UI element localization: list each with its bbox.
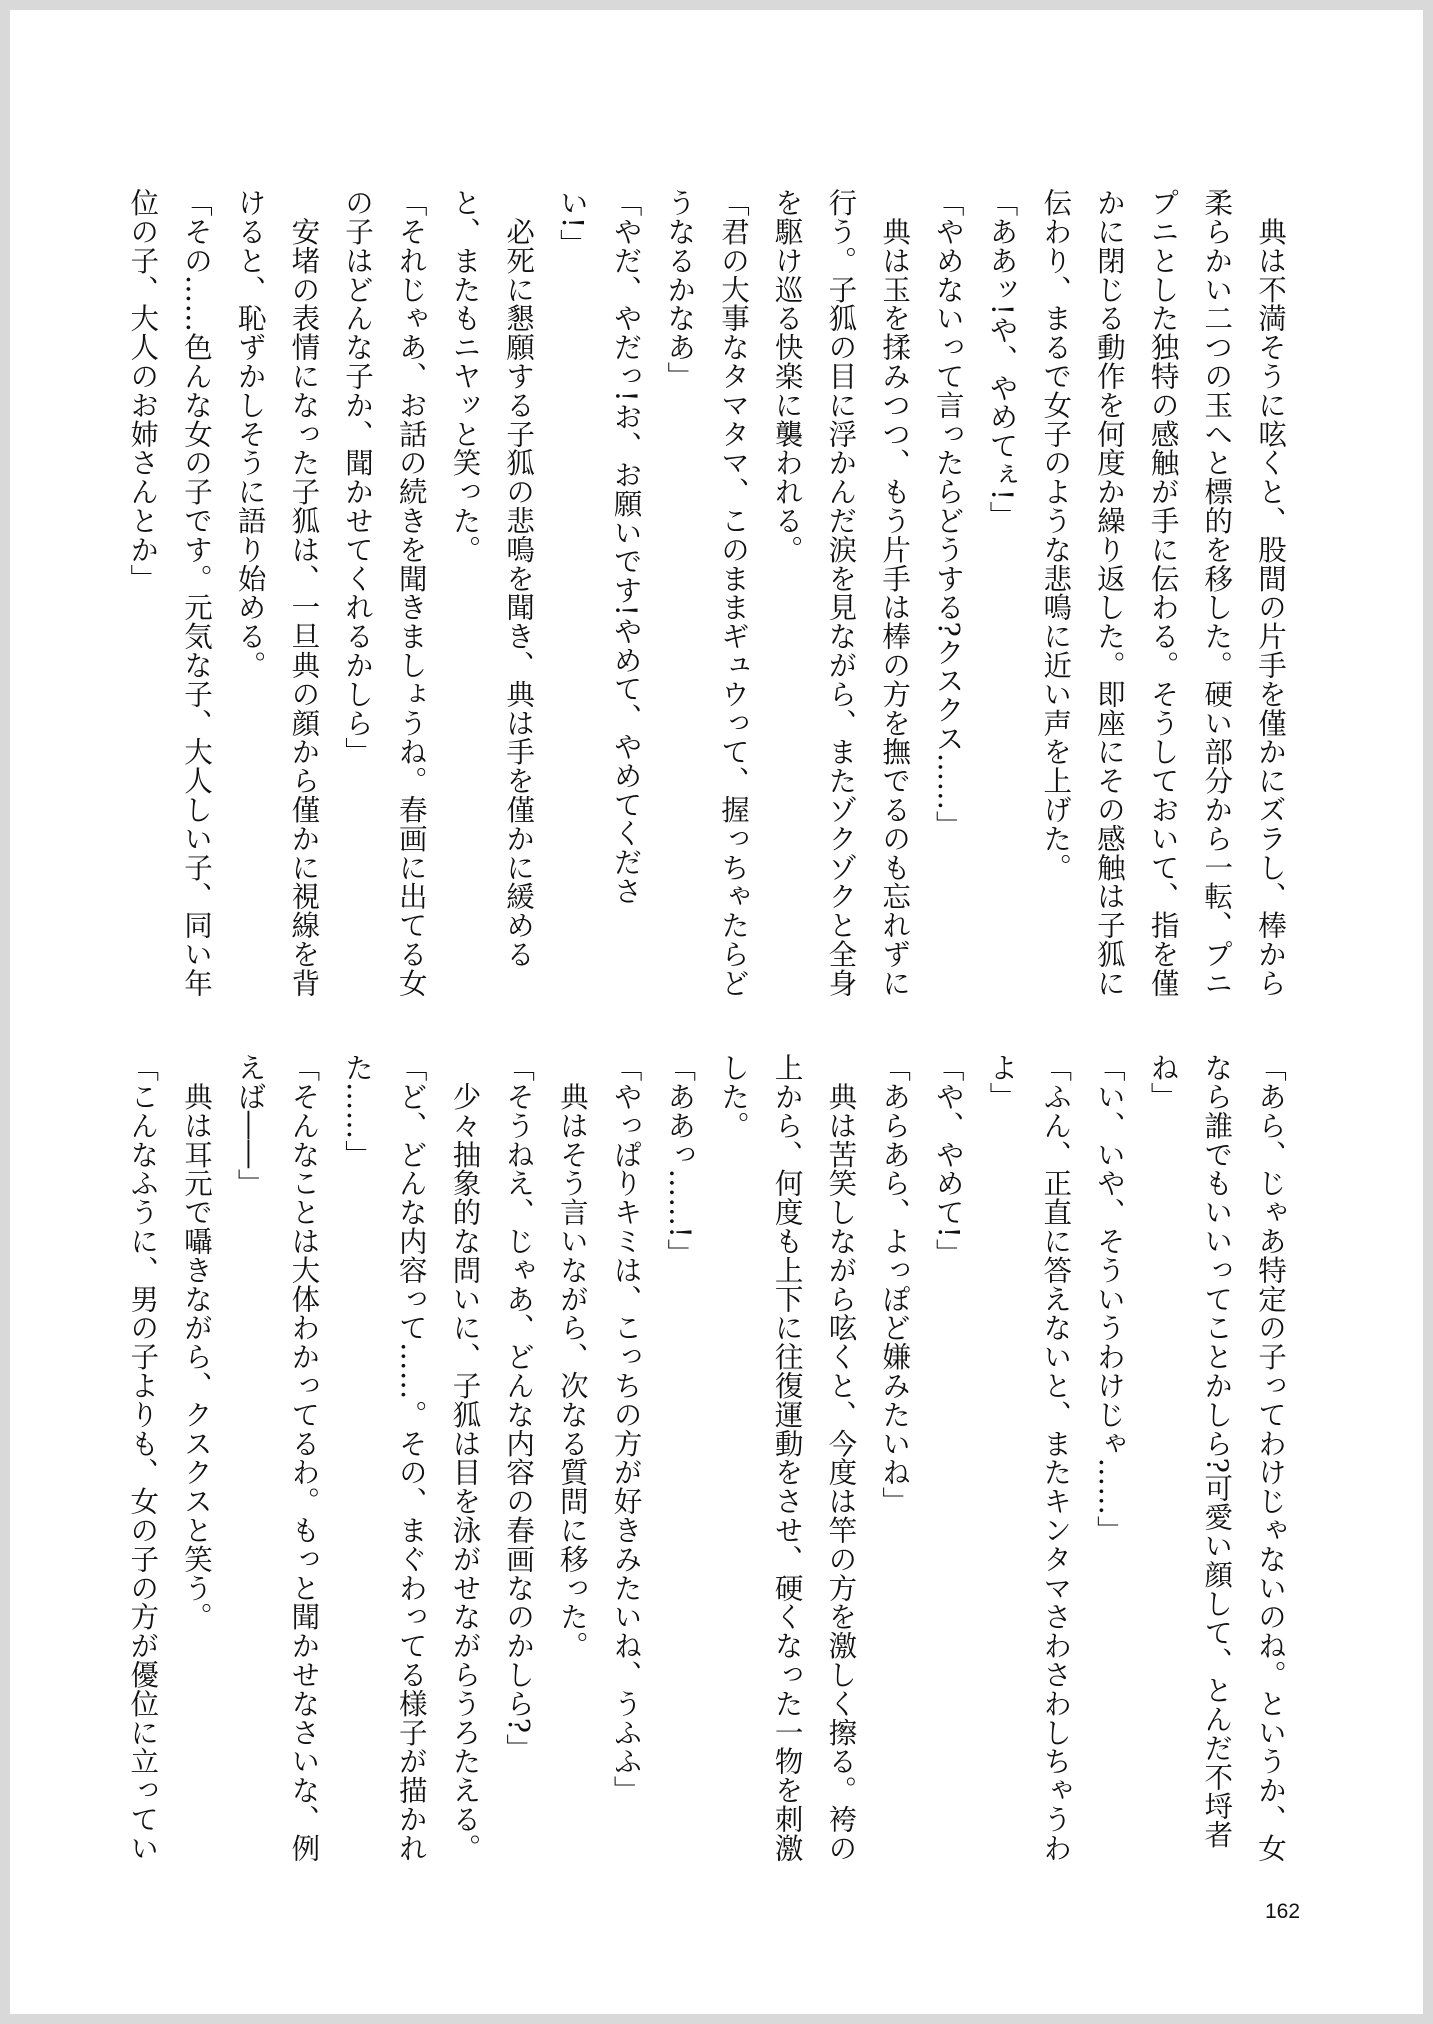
text-line: 「君の大事なタマタマ、このままギュウって、握っちゃたらど <box>716 188 750 998</box>
text-line: うなるかなあ」 <box>663 188 697 391</box>
text-line: けると、恥ずかしそうに語り始める。 <box>233 188 267 680</box>
text-line: よ」 <box>985 1053 1019 1111</box>
text-line: 「やだ、やだっ!お、お願いです!やめて、やめてくださ <box>609 188 643 906</box>
text-line: 上から、何度も上下に往復運動をさせ、硬くなった一物を刺激 <box>770 1053 804 1863</box>
text-line: 典は玉を揉みつつ、もう片手は棒の方を撫でるのも忘れずに <box>878 188 912 998</box>
text-line: の子はどんな子か、聞かせてくれるかしら」 <box>341 188 375 766</box>
text-line: ね」 <box>1146 1053 1180 1111</box>
text-line: 「やっぱりキミは、こっちの方が好きみたいね、うふふ」 <box>609 1053 643 1805</box>
text-line: 典はそう言いながら、次なる質問に移った。 <box>555 1053 589 1660</box>
text-line: した。 <box>716 1053 750 1140</box>
text-line: 「ああッ!や、やめてぇ!」 <box>985 188 1019 530</box>
text-line: を駆け巡る快楽に襲われる。 <box>770 188 804 564</box>
text-line: 典は耳元で囁きながら、クスクスと笑う。 <box>179 1053 213 1631</box>
text-line: 「ああっ……!」 <box>663 1053 697 1268</box>
text-line: 柔らかい二つの玉へと標的を移した。硬い部分から一転、プニ <box>1200 188 1234 998</box>
text-line: 「それじゃあ、お話の続きを聞きましょうね。春画に出てる女 <box>394 188 428 998</box>
text-line: 「そんなことは大体わかってるわ。もっと聞かせなさいな、例 <box>287 1053 321 1863</box>
text-line: 「あらあら、よっぽど嫌みたいね」 <box>878 1053 912 1516</box>
text-line: 少々抽象的な問いに、子狐は目を泳がせながらうろたえる。 <box>448 1053 482 1863</box>
text-line: 行う。子狐の目に浮かんだ涙を見ながら、またゾクゾクと全身 <box>824 188 858 998</box>
text-line: 「ふん、正直に答えないと、またキンタマさわさわしちゃうわ <box>1039 1053 1073 1863</box>
text-block-upper <box>116 188 1297 998</box>
text-line: 典は苦笑しながら呟くと、今度は竿の方を激しく擦る。袴の <box>824 1053 858 1863</box>
text-line: 典は不満そうに呟くと、股間の片手を僅かにズラし、棒から <box>1254 188 1287 998</box>
text-line: 「そうねえ、じゃあ、どんな内容の春画なのかしら?」 <box>502 1053 536 1763</box>
text-line: 伝わり、まるで女子のような悲鳴に近い声を上げた。 <box>1039 188 1073 882</box>
text-line: 安堵の表情になった子狐は、一旦典の顔から僅かに視線を背 <box>287 188 321 998</box>
text-line: 「い、いや、そういうわけじゃ……」 <box>1092 1053 1126 1545</box>
text-line: プニとした独特の感触が手に伝わる。そうしておいて、指を僅 <box>1146 188 1180 998</box>
text-line: た……」 <box>341 1053 375 1169</box>
text-line: 「ど、どんな内容って……。その、まぐわってる様子が描かれ <box>394 1053 428 1863</box>
page-number: 162 <box>1265 1900 1301 1923</box>
text-line: かに閉じる動作を何度か繰り返した。即座にその感触は子狐に <box>1092 188 1126 998</box>
text-line: と、またもニヤッと笑った。 <box>448 188 482 564</box>
text-line: 「その……色んな女の子です。元気な子、大人しい子、同い年 <box>179 188 213 998</box>
text-line: 「こんなふうに、男の子よりも、女の子の方が優位に立ってい <box>126 1053 160 1863</box>
text-line: 位の子、大人のお姉さんとか」 <box>126 188 160 593</box>
text-line: 「や、やめて!」 <box>931 1053 965 1268</box>
text-line: 必死に懇願する子狐の悲鳴を聞き、典は手を僅かに緩める <box>502 188 536 969</box>
text-line: 「やめないって言ったらどうする?クスクス……」 <box>931 188 965 840</box>
text-line: い!」 <box>555 188 589 258</box>
text-line: なら誰でもいいってことかしら?可愛い顔して、とんだ不埒者 <box>1200 1053 1234 1849</box>
document-page <box>10 10 1423 2014</box>
text-block-lower <box>116 1053 1297 1863</box>
text-line: えば――」 <box>233 1053 267 1198</box>
text-line: 「あら、じゃあ特定の子ってわけじゃないのね。というか、女 <box>1254 1053 1287 1863</box>
